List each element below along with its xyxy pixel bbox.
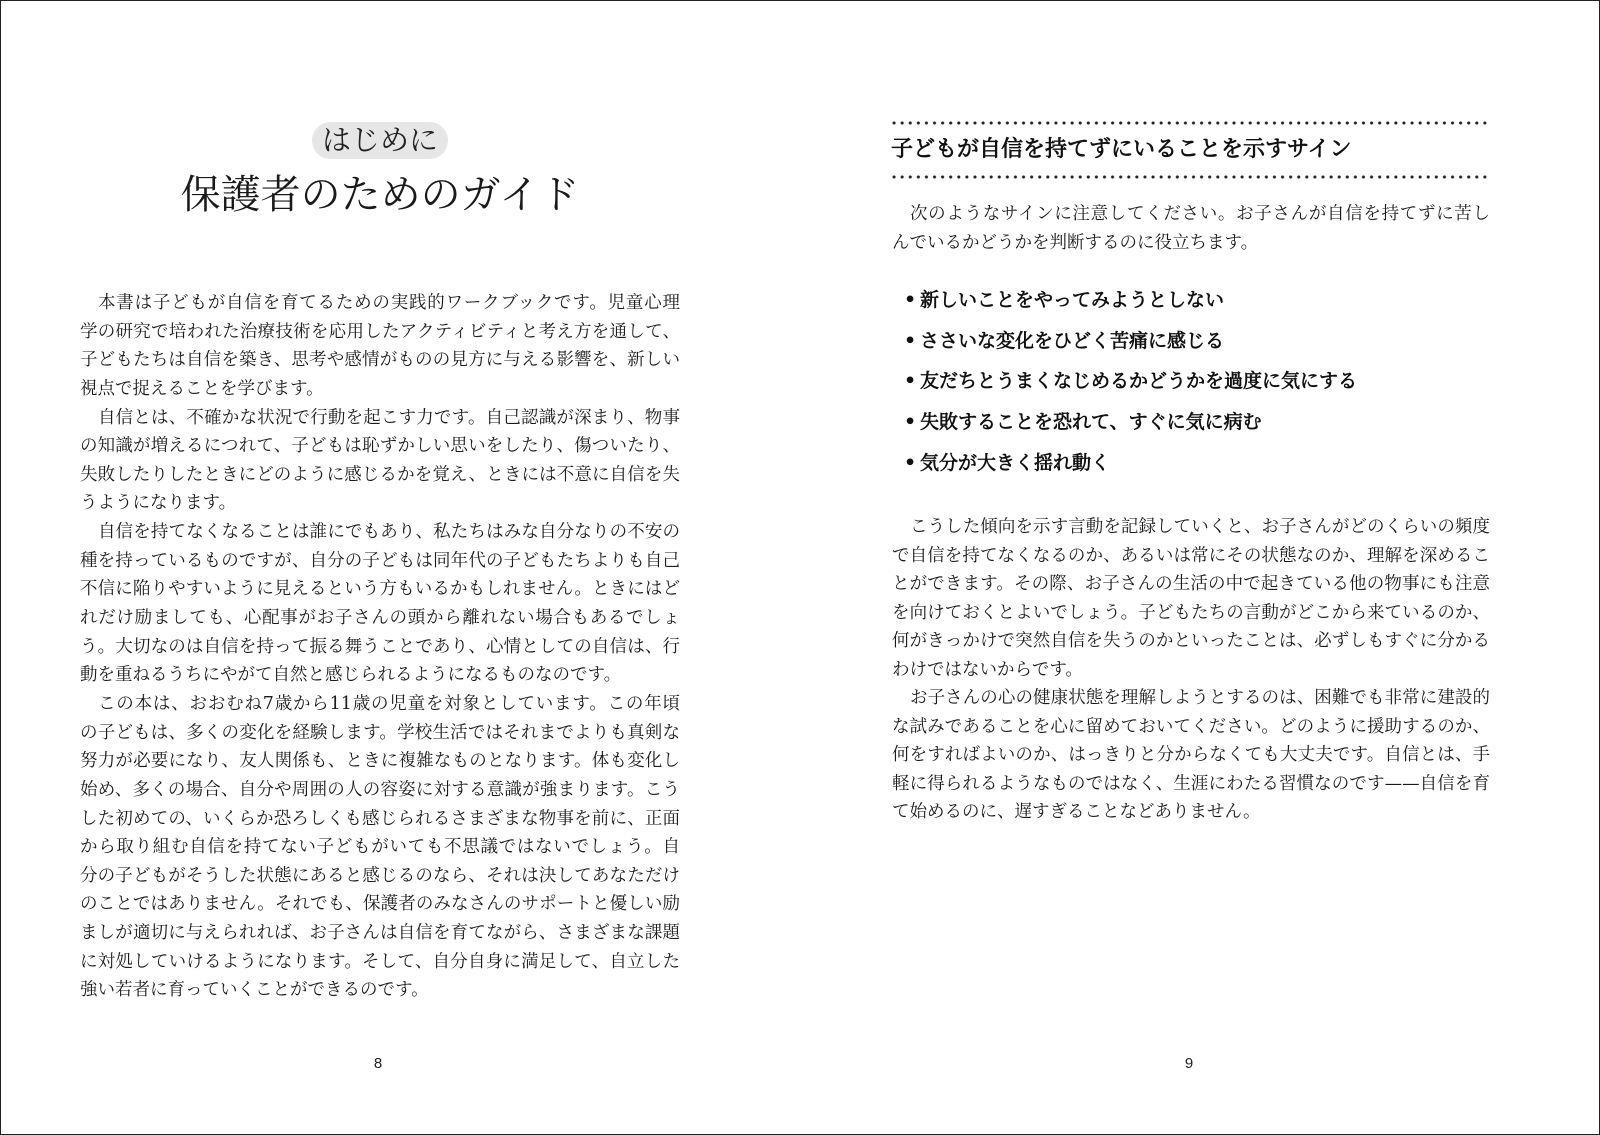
body-line: ましが適切に与えられれば、お子さんは自信を育てながら、さまざまな課題	[80, 923, 680, 944]
body-line: 動を重ねるうちにやがて自然と感じられるようになるものなのです。	[80, 665, 622, 686]
dotted-rule	[890, 121, 1490, 125]
body-line: れだけ励ましても、心配事がお子さんの頭から離れない場合もあるでしょ	[80, 608, 680, 629]
page-number: 9	[1184, 1055, 1194, 1072]
body-line: 子どもたちは自信を築き、思考や感情がものの見方に与える影響を、新しい	[80, 350, 680, 371]
body-line: んでいるかどうかを判断するのに役立ちます。	[892, 232, 1259, 253]
body-line: 視点で捉えることを学びます。	[80, 378, 324, 399]
bullet-marker: •	[904, 411, 917, 434]
body-line: の知識が増えるにつれて、子どもは恥ずかしい思いをしたり、傷ついたり、	[80, 436, 680, 457]
body-line: な試みであることを心に留めておいてください。どのように援助するのか、	[892, 716, 1490, 737]
list-item	[904, 361, 1490, 402]
body-line: に対処していけるようになります。そして、自分自身に満足して、自立した	[80, 951, 680, 972]
bullet-text: ささいな変化をひどく苦痛に感じる	[920, 329, 1225, 352]
list-item	[904, 321, 1490, 362]
body-line: 強い若者に育っていくことができるのです。	[80, 980, 429, 1001]
intro-text	[892, 200, 1490, 257]
bullet-text: 新しいことをやってみようとしない	[920, 289, 1225, 311]
page-number: 8	[373, 1055, 383, 1072]
list-item	[904, 443, 1490, 484]
body-text	[80, 289, 680, 1005]
right-page	[800, 0, 1600, 1135]
bullet-text: 気分が大きく揺れ動く	[920, 451, 1111, 474]
body-line: この本は、おおむね7歳から11歳の児童を対象としています。この年頃	[98, 693, 680, 714]
bullet-text: 友だちとうまくなじめるかどうかを過度に気にする	[920, 370, 1358, 393]
dotted-rule	[890, 175, 1490, 179]
body-line: 種を持っているものですが、自分の子どもは同年代の子どもたちよりも自己	[80, 550, 680, 571]
page-title: 保護者のためのガイド	[180, 172, 580, 218]
body-line: お子さんの心の健康状態を理解しようとするのは、困難でも非常に建設的	[910, 688, 1490, 708]
body-line: 何がきっかけで突然自信を失うのかといったことは、必ずしもすぐに分かる	[892, 631, 1490, 651]
body-line: から取り組む自信を持てない子どもがいても不思議ではないでしょう。自	[80, 837, 680, 858]
body-line: 失敗したりしたときにどのように感じるかを覚え、ときには不意に自信を失	[80, 464, 680, 485]
bullet-marker: •	[904, 329, 917, 352]
body-line: て始めるのに、遅すぎることなどありません。	[892, 802, 1261, 822]
section-label: はじめに	[312, 122, 448, 159]
bullet-text: 失敗することを恐れて、すぐに気に病む	[920, 411, 1262, 434]
section-heading: 子どもが自信を持てずにいることを示すサイン	[891, 137, 1352, 162]
body-text	[892, 513, 1490, 827]
body-line: した初めての、いくらか恐ろしくも感じられるさまざまな物事を前に、正面	[80, 808, 680, 829]
body-line: とができます。その際、お子さんの生活の中で起きている他の物事にも注意	[892, 574, 1490, 594]
body-line: 学の研究で培われた治療技術を応用したアクティビティと考え方を通して、	[80, 321, 680, 342]
body-line: 軽に得られるようなものではなく、生涯にわたる習慣なのです——自信を育	[892, 773, 1490, 794]
body-line: 何をすればよいのか、はっきりと分からなくても大丈夫です。自信とは、手	[892, 745, 1490, 765]
list-item	[904, 280, 1490, 321]
body-line: の子どもは、多くの変化を経験します。学校生活ではそれまでよりも真剣な	[80, 722, 680, 743]
body-line: わけではないからです。	[892, 659, 1083, 680]
bullet-marker: •	[904, 370, 917, 393]
bullet-marker: •	[904, 451, 917, 474]
body-line: を向けておくとよいでしょう。子どもたちの言動がどこから来ているのか、	[892, 602, 1490, 623]
body-line: うようになります。	[80, 493, 237, 514]
body-line: こうした傾向を示す言動を記録していくと、お子さんがどのくらいの頻度	[910, 517, 1490, 537]
body-line: う。大切なのは自信を持って振る舞うことであり、心情としての自信は、行	[80, 636, 680, 657]
list-item	[904, 402, 1490, 443]
body-line: 本書は子どもが自信を育てるための実践的ワークブックです。児童心理	[98, 293, 680, 313]
body-line: 自信を持てなくなることは誰にでもあり、私たちはみな自分なりの不安の	[98, 522, 680, 543]
body-line: 次のようなサインに注意してください。お子さんが自信を持てずに苦し	[910, 204, 1490, 224]
body-line: のことではありません。それでも、保護者のみなさんのサポートと優しい励	[80, 894, 680, 915]
body-line: 分の子どもがそうした状態にあると感じるのなら、それは決してあなただけ	[80, 865, 680, 886]
body-line: 始め、多くの場合、自分や周囲の人の容姿に対する意識が強まります。こう	[80, 779, 680, 800]
body-line: 不信に陥りやすいように見えるという方もいるかもしれません。ときにはど	[80, 579, 680, 600]
body-line: 努力が必要になり、友人関係も、ときに複雑なものとなります。体も変化し	[80, 751, 680, 772]
sign-list	[904, 280, 1490, 483]
body-line: で自信を持てなくなるのか、あるいは常にその状態なのか、理解を深めるこ	[892, 545, 1490, 566]
body-line: 自信とは、不確かな状況で行動を起こす力です。自己認識が深まり、物事	[98, 407, 680, 428]
bullet-marker: •	[904, 289, 917, 311]
